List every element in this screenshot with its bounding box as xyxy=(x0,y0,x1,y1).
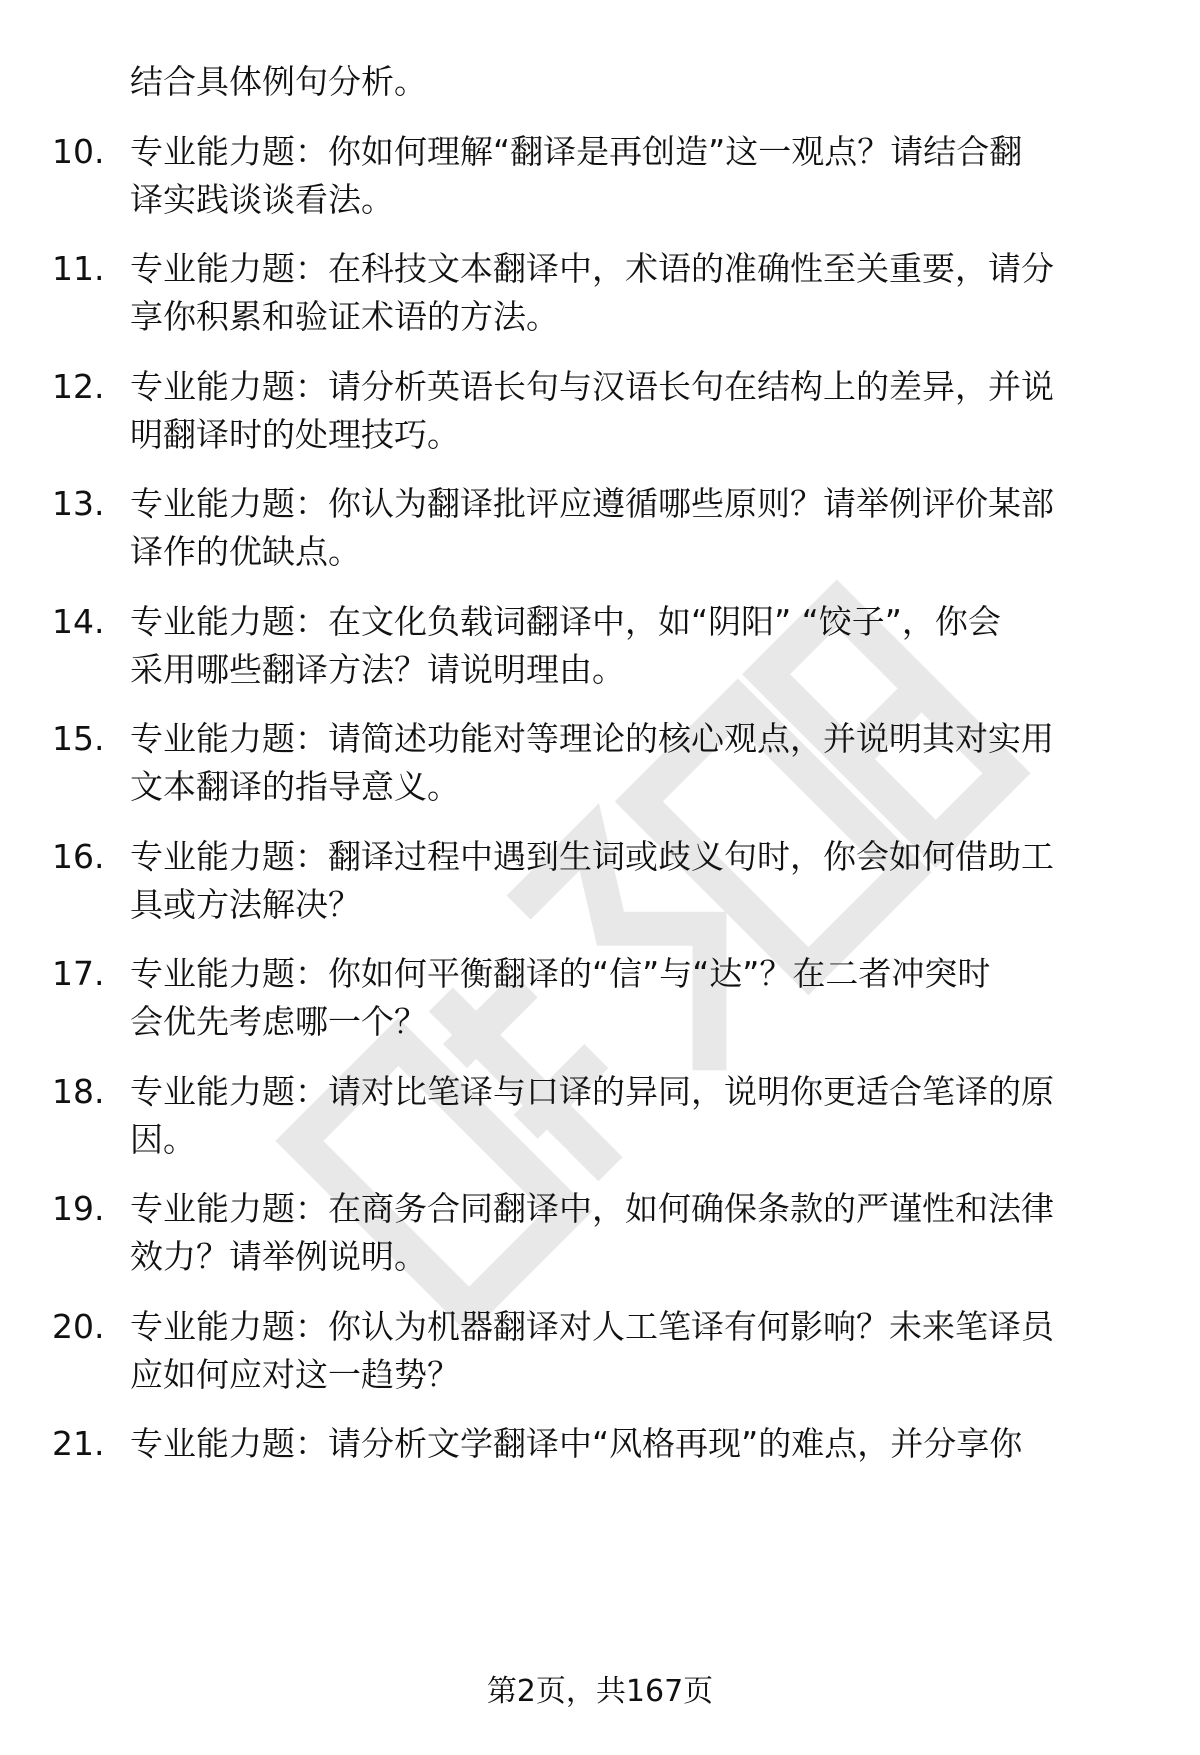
question-number: 21. xyxy=(52,1424,105,1463)
question-line: 专业能力题：翻译过程中遇到生词或歧义句时，你会如何借助工 xyxy=(130,837,1054,876)
question-line: 具或方法解决？ xyxy=(130,885,361,924)
list-item xyxy=(0,1420,1200,1480)
question-line: 专业能力题：在科技文本翻译中，术语的准确性至关重要，请分 xyxy=(130,249,1054,288)
question-line: 文本翻译的指导意义。 xyxy=(130,767,460,806)
question-text xyxy=(130,1068,1140,1164)
question-line: 明翻译时的处理技巧。 xyxy=(130,415,460,454)
page-number-footer: 第2页，共167页 xyxy=(486,1674,714,1709)
question-number: 12. xyxy=(52,367,105,406)
list-item xyxy=(0,598,1200,708)
question-text xyxy=(130,480,1140,576)
question-line: 专业能力题：在文化负载词翻译中，如“阴阳” “饺子”，你会 xyxy=(130,602,1001,641)
question-number: 20. xyxy=(52,1307,105,1346)
question-line: 效力？请举例说明。 xyxy=(130,1237,427,1276)
question-line: 专业能力题：你如何理解“翻译是再创造”这一观点？请结合翻 xyxy=(130,132,1023,171)
question-number: 16. xyxy=(52,837,105,876)
question-line: 专业能力题：请分析英语长句与汉语长句在结构上的差异，并说 xyxy=(130,367,1054,406)
question-number: 19. xyxy=(52,1189,105,1228)
question-line: 专业能力题：你认为翻译批评应遵循哪些原则？请举例评价某部 xyxy=(130,484,1054,523)
list-item xyxy=(0,1303,1200,1413)
list-item xyxy=(0,833,1200,943)
question-text xyxy=(130,1185,1140,1281)
question-number: 17. xyxy=(52,954,105,993)
question-number: 10. xyxy=(52,132,105,171)
question-line: 专业能力题：你如何平衡翻译的“信”与“达”？在二者冲突时 xyxy=(130,954,991,993)
question-text xyxy=(130,950,1140,1046)
question-line: 专业能力题：请分析文学翻译中“风格再现”的难点，并分享你 xyxy=(130,1424,1023,1463)
question-number: 18. xyxy=(52,1072,105,1111)
question-line: 专业能力题：请简述功能对等理论的核心观点，并说明其对实用 xyxy=(130,719,1054,758)
list-item xyxy=(0,363,1200,473)
question-line: 因。 xyxy=(130,1120,196,1159)
question-text xyxy=(130,245,1140,341)
question-line: 采用哪些翻译方法？请说明理由。 xyxy=(130,650,625,689)
question-line: 专业能力题：在商务合同翻译中，如何确保条款的严谨性和法律 xyxy=(130,1189,1054,1228)
question-number: 15. xyxy=(52,719,105,758)
question-text xyxy=(130,598,1140,694)
question-text xyxy=(130,833,1140,929)
list-item xyxy=(0,245,1200,355)
list-item xyxy=(0,1185,1200,1295)
question-line: 会优先考虑哪一个？ xyxy=(130,1002,427,1041)
list-item xyxy=(0,950,1200,1060)
question-line: 应如何应对这一趋势？ xyxy=(130,1355,460,1394)
question-line: 享你积累和验证术语的方法。 xyxy=(130,297,559,336)
question-text xyxy=(130,128,1140,224)
continuation-text: 结合具体例句分析。 xyxy=(130,62,427,101)
list-item xyxy=(0,480,1200,590)
question-line: 专业能力题：请对比笔译与口译的异同，说明你更适合笔译的原 xyxy=(130,1072,1054,1111)
question-text xyxy=(130,1303,1140,1399)
question-number: 13. xyxy=(52,484,105,523)
list-item xyxy=(0,715,1200,825)
question-line: 译实践谈谈看法。 xyxy=(130,180,394,219)
question-text xyxy=(130,715,1140,811)
question-number: 11. xyxy=(52,249,105,288)
question-number: 14. xyxy=(52,602,105,641)
question-text xyxy=(130,363,1140,459)
list-item xyxy=(0,1068,1200,1178)
question-line: 专业能力题：你认为机器翻译对人工笔译有何影响？未来笔译员 xyxy=(130,1307,1054,1346)
list-item xyxy=(0,128,1200,238)
question-text xyxy=(130,1420,1140,1468)
question-line: 译作的优缺点。 xyxy=(130,532,361,571)
